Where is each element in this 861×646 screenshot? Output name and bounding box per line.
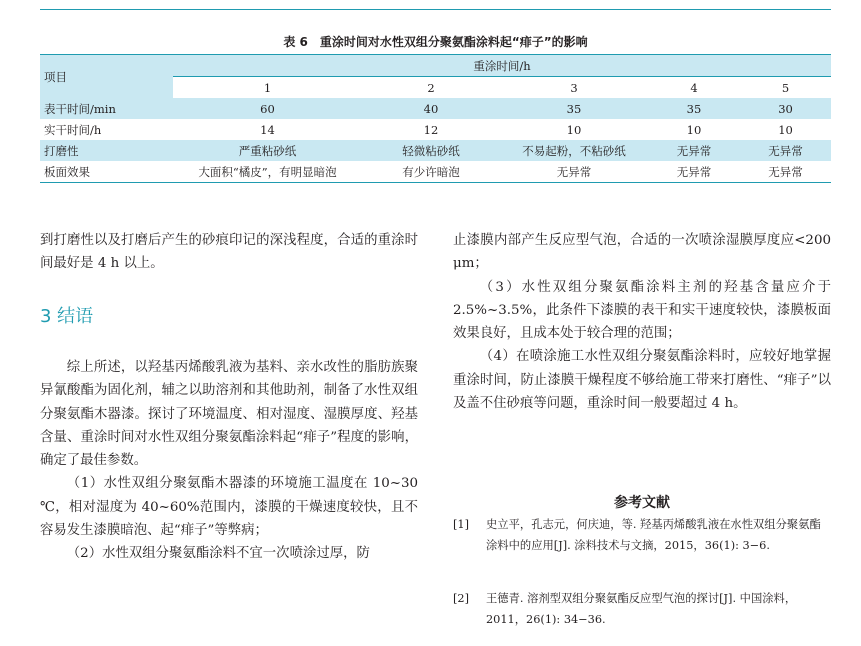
- paragraph: （1）水性双组分聚氨酯木器漆的环境施工温度在 10~30 ℃，相对湿度为 40~60%范围内，漆膜的干燥速度较快，且不容易发生漆膜暗泡、起“痱子”等弊病；: [40, 476, 418, 539]
- section-title: 3 结语: [40, 306, 94, 327]
- table-cell: 10: [566, 122, 582, 137]
- table-cell: 30: [740, 98, 831, 119]
- table-row: [40, 119, 831, 140]
- paragraph: （3）水性双组分聚氨酯涂料主剂的羟基含量应介于 2.5%~3.5%，此条件下漆膜的表干和实干速度较快，漆膜板面效果良好，且成本处于较合理的范围；: [453, 279, 831, 342]
- table-cell: 有少许暗泡: [362, 161, 500, 183]
- reference-number: [2]: [453, 592, 470, 605]
- table-caption: 表 6 重涂时间对水性双组分聚氨酯涂料起“痱子”的影响: [283, 35, 588, 49]
- data-table: [40, 54, 831, 183]
- header-rule: [40, 9, 831, 10]
- paragraph: 综上所述，以羟基丙烯酸乳液为基料、亲水改性的脂肪族聚异氰酸酯为固化剂，辅之以助溶剂和其他助剂，制备了水性双组分聚氨酯木器漆。探讨了环境温度、相对湿度、湿膜厚度、羟基含量、重涂时间对水性双组分聚氨酯涂料起“痱子”程度的影响，确定了最佳参数。: [40, 360, 418, 469]
- table-cell: 12: [423, 122, 439, 137]
- table-cell: 10: [778, 122, 793, 137]
- group-header: 重涂时间/h: [173, 55, 831, 77]
- table-cell: 40: [362, 98, 500, 119]
- table-cell: 无异常: [648, 140, 740, 161]
- table-cell: 35: [648, 98, 740, 119]
- row-label: 打磨性: [40, 140, 173, 161]
- table-row: [40, 140, 831, 161]
- time-header: 2: [427, 80, 435, 95]
- table-cell: 60: [173, 98, 362, 119]
- references-title: 参考文献: [614, 495, 670, 511]
- table-cell: 10: [686, 122, 702, 137]
- time-header: 3: [570, 80, 578, 95]
- time-header: 5: [781, 80, 790, 95]
- left-continuation: [40, 229, 418, 276]
- right-body: [453, 229, 831, 415]
- table-cell: 无异常: [740, 140, 831, 161]
- reference-text: 王德青. 溶剂型双组分聚氨酯反应型气泡的探讨[J]. 中国涂料，2011，26(1): 34−36.: [486, 592, 797, 626]
- time-header: 1: [263, 80, 272, 95]
- reference-item: [453, 589, 831, 630]
- row-label: 表干时间/min: [40, 98, 173, 119]
- conclusion-body: [40, 356, 418, 566]
- time-header: 4: [690, 80, 698, 95]
- paragraph: 到打磨性以及打磨后产生的砂痕印记的深浅程度，合适的重涂时间最好是 4 h 以上。: [40, 233, 418, 272]
- table-cell: 轻微粘砂纸: [362, 140, 500, 161]
- paragraph: （2）水性双组分聚氨酯涂料不宜一次喷涂过厚，防: [66, 546, 370, 562]
- table-cell: 无异常: [648, 161, 740, 183]
- table-cell: 无异常: [500, 161, 648, 183]
- item-header: 项目: [40, 55, 173, 99]
- table-row: [40, 98, 831, 119]
- paragraph: （4）在喷涂施工水性双组分聚氨酯涂料时，应较好地掌握重涂时间，防止漆膜干燥程度不够给施工带来打磨性、“痱子”以及盖不住砂痕等问题，重涂时间一般要超过 4 h。: [453, 349, 831, 412]
- table-cell: 严重粘砂纸: [173, 140, 362, 161]
- reference-item: [453, 515, 831, 556]
- table-row: [40, 161, 831, 183]
- reference-number: [1]: [453, 518, 470, 531]
- reference-text: 史立平，孔志元，何庆迪，等. 羟基丙烯酸乳液在水性双组分聚氨酯涂料中的应用[J]. 涂料技术与文摘，2015，36(1): 3−6.: [486, 518, 821, 552]
- paragraph: 止漆膜内部产生反应型气泡，合适的一次喷涂湿膜厚度应<200 μm；: [453, 233, 831, 272]
- row-label: 板面效果: [40, 161, 173, 183]
- row-label: 实干时间/h: [44, 122, 102, 137]
- table-header-row: [40, 55, 831, 77]
- table-cell: 不易起粉，不粘砂纸: [500, 140, 648, 161]
- table-cell: 无异常: [740, 161, 831, 183]
- table-cell: 35: [500, 98, 648, 119]
- table-cell: 14: [260, 122, 275, 137]
- table-cell: 大面积“橘皮”，有明显暗泡: [173, 161, 362, 183]
